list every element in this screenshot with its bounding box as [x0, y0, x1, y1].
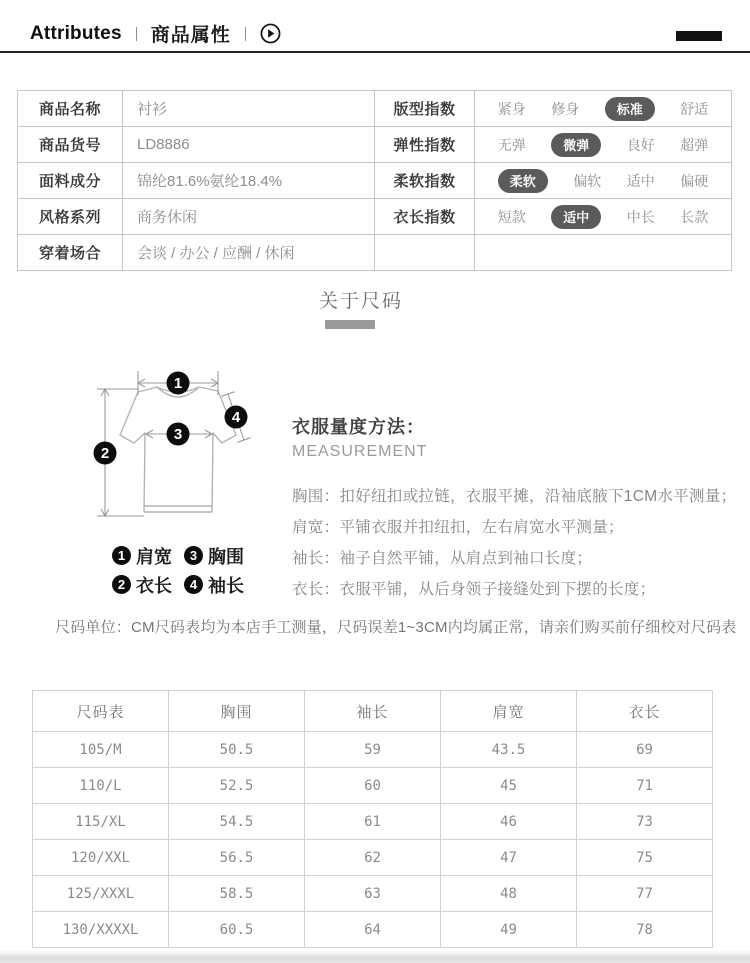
size-chart-cell: 110/L — [33, 768, 169, 804]
size-chart-cell: 64 — [305, 912, 441, 948]
table-row — [33, 804, 713, 840]
index-option: 超弹 — [680, 136, 709, 153]
size-chart-cell: 105/M — [33, 732, 169, 768]
size-chart-cell: 120/XXL — [33, 840, 169, 876]
size-chart-cell: 73 — [577, 804, 713, 840]
attr-value: LD8886 — [123, 127, 375, 163]
table-row — [33, 840, 713, 876]
measure-instruction-line: 衣长：衣服平铺，从后身领子接缝处到下摆的长度； — [292, 581, 656, 598]
index-options — [475, 127, 732, 163]
size-chart-cell: 59 — [305, 732, 441, 768]
index-label: 弹性指数 — [375, 127, 475, 163]
index-label — [375, 235, 475, 271]
tshirt-measurement-diagram — [78, 356, 278, 538]
header-title-en: Attributes — [30, 22, 122, 44]
section-header — [0, 0, 750, 53]
legend-item — [112, 543, 172, 569]
measure-subtitle: MEASUREMENT — [292, 443, 428, 460]
size-chart-cell: 48 — [441, 876, 577, 912]
measure-instructions — [292, 481, 737, 605]
size-chart-cell: 60.5 — [169, 912, 305, 948]
size-chart-cell: 78 — [577, 912, 713, 948]
diagram-num-chest: 3 — [173, 426, 183, 443]
attr-value: 衬衫 — [123, 91, 375, 127]
legend-item — [184, 543, 244, 569]
legend-num-icon: 1 — [112, 546, 131, 565]
index-option-selected: 柔软 — [498, 169, 548, 193]
bottom-shadow-bar — [0, 950, 750, 963]
measurement-method-block — [292, 413, 737, 605]
size-chart-cell: 60 — [305, 768, 441, 804]
size-chart-cell: 50.5 — [169, 732, 305, 768]
index-option: 中长 — [626, 208, 655, 225]
header-title-zh: 商品属性 — [150, 25, 231, 46]
size-chart-cell: 115/XL — [33, 804, 169, 840]
measure-instruction-line: 胸围：扣好纽扣或拉链，衣服平摊，沿袖底腋下1CM水平测量； — [292, 488, 737, 505]
index-option: 短款 — [497, 208, 526, 225]
legend-label: 胸围 — [208, 546, 244, 567]
attributes-table — [17, 90, 732, 271]
index-option: 良好 — [626, 136, 655, 153]
size-chart-header-cell: 尺码表 — [33, 691, 169, 732]
index-option: 偏软 — [573, 172, 602, 189]
legend-num-icon: 3 — [184, 546, 203, 565]
legend-label: 肩宽 — [136, 546, 172, 567]
header-accent-bar — [676, 31, 722, 41]
index-options — [475, 91, 732, 127]
attr-label: 穿着场合 — [18, 235, 123, 271]
index-option: 无弹 — [497, 136, 526, 153]
legend-label: 袖长 — [208, 575, 244, 596]
title-underline-bar — [325, 320, 375, 329]
size-chart-cell: 62 — [305, 840, 441, 876]
index-option: 长款 — [680, 208, 709, 225]
index-options — [475, 235, 732, 271]
size-chart-header-cell: 袖长 — [305, 691, 441, 732]
attr-label: 面料成分 — [18, 163, 123, 199]
table-row — [33, 768, 713, 804]
size-chart-cell: 52.5 — [169, 768, 305, 804]
legend-num-icon: 4 — [184, 575, 203, 594]
index-label: 衣长指数 — [375, 199, 475, 235]
attr-label: 商品货号 — [18, 127, 123, 163]
attr-value: 锦纶81.6%氨纶18.4% — [123, 163, 375, 199]
diagram-num-shoulder: 1 — [173, 375, 183, 392]
size-chart-cell: 43.5 — [441, 732, 577, 768]
size-chart-cell: 58.5 — [169, 876, 305, 912]
measure-title: 衣服量度方法： — [292, 417, 425, 437]
size-chart-cell: 77 — [577, 876, 713, 912]
attr-value: 商务休闲 — [123, 199, 375, 235]
divider — [136, 27, 137, 41]
size-note: 尺码单位：CM尺码表均为本店手工测量，尺码误差1~3CM内均属正常，请亲们购买前仔细校对尺码表 — [55, 619, 737, 636]
circled-arrow-icon — [260, 23, 281, 44]
index-label: 版型指数 — [375, 91, 475, 127]
size-chart-cell: 125/XXXL — [33, 876, 169, 912]
table-row — [33, 732, 713, 768]
size-chart-cell: 45 — [441, 768, 577, 804]
index-option-selected: 微弹 — [551, 133, 601, 157]
size-chart-table — [32, 690, 713, 948]
table-row — [33, 912, 713, 948]
size-chart-body — [33, 732, 713, 948]
index-option: 紧身 — [497, 100, 526, 117]
size-chart-cell: 130/XXXXL — [33, 912, 169, 948]
attr-label: 商品名称 — [18, 91, 123, 127]
diagram-legend — [112, 541, 244, 599]
size-chart-cell: 71 — [577, 768, 713, 804]
size-chart-cell: 75 — [577, 840, 713, 876]
attr-label: 风格系列 — [18, 199, 123, 235]
legend-item — [112, 572, 172, 598]
size-chart-cell: 69 — [577, 732, 713, 768]
index-options — [475, 199, 732, 235]
size-chart-cell: 61 — [305, 804, 441, 840]
legend-label: 衣长 — [136, 575, 172, 596]
measure-instruction-line: 袖长：袖子自然平铺，从肩点到袖口长度； — [292, 550, 593, 567]
size-chart-header — [33, 691, 713, 732]
diagram-num-length: 2 — [100, 445, 110, 462]
size-chart-cell: 56.5 — [169, 840, 305, 876]
index-option-selected: 标准 — [605, 97, 655, 121]
size-title-text: 关于尺码 — [318, 291, 403, 312]
size-chart-cell: 63 — [305, 876, 441, 912]
attr-value: 会谈 / 办公 / 应酬 / 休闲 — [123, 235, 375, 271]
size-chart-header-cell: 胸围 — [169, 691, 305, 732]
measure-instruction-line: 肩宽：平铺衣服并扣纽扣，左右肩宽水平测量； — [292, 519, 624, 536]
size-chart-cell: 47 — [441, 840, 577, 876]
index-option-selected: 适中 — [551, 205, 601, 229]
size-chart-cell: 49 — [441, 912, 577, 948]
index-option: 适中 — [626, 172, 655, 189]
size-chart-header-cell: 肩宽 — [441, 691, 577, 732]
diagram-num-sleeve: 4 — [231, 409, 241, 426]
index-label: 柔软指数 — [375, 163, 475, 199]
table-row — [33, 876, 713, 912]
legend-item — [184, 572, 244, 598]
index-option: 舒适 — [680, 100, 709, 117]
index-option: 修身 — [551, 100, 580, 117]
size-chart-cell: 54.5 — [169, 804, 305, 840]
size-section-title — [0, 286, 750, 329]
index-options — [475, 163, 732, 199]
legend-num-icon: 2 — [112, 575, 131, 594]
index-option: 偏硬 — [680, 172, 709, 189]
size-chart-header-row — [33, 691, 713, 732]
divider — [245, 27, 246, 41]
size-chart-header-cell: 衣长 — [577, 691, 713, 732]
size-chart-cell: 46 — [441, 804, 577, 840]
